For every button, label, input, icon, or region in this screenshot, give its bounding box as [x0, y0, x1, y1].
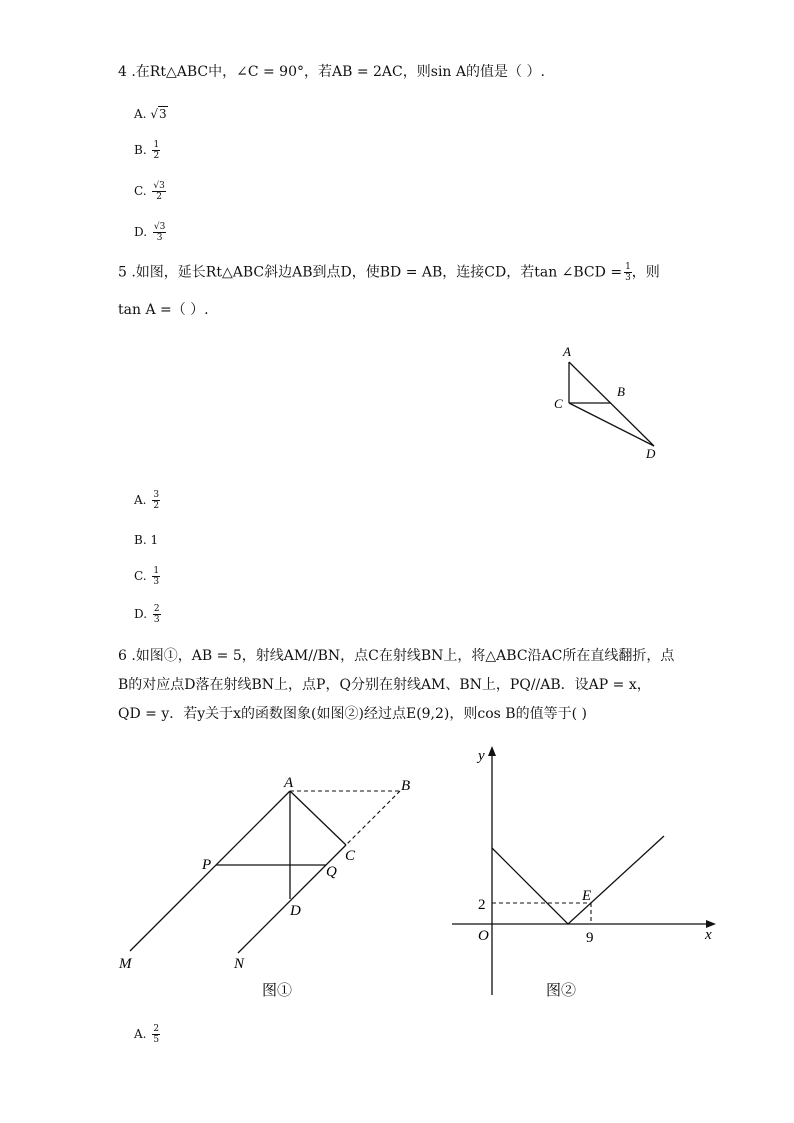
- q6-figure-2: [440, 740, 730, 1005]
- fraction: $\frac{√3}{2}$: [153, 181, 165, 202]
- sqrt-expression: √3: [150, 107, 167, 121]
- y-axis-arrow: [488, 746, 496, 756]
- fraction: $\frac{2}{5}$: [153, 1024, 160, 1045]
- segment-cd: [569, 403, 654, 446]
- label-e: E: [582, 888, 592, 904]
- option-letter: C.: [134, 184, 147, 198]
- option-letter: D.: [134, 225, 148, 239]
- label-a: A: [563, 344, 571, 359]
- q6-figure-1: [110, 765, 430, 1005]
- question-6-line2: B的对应点D落在射线BN上，点P，Q分别在射线AM、BN上，PQ//AB．设AP = x，: [118, 677, 651, 693]
- label-n: N: [234, 956, 245, 972]
- label-c: C: [345, 848, 356, 864]
- q5-triangle-figure: [540, 340, 670, 465]
- fraction: $\frac{1}{3}$: [153, 566, 160, 587]
- question-5-text: [118, 262, 660, 283]
- option-letter: A.: [134, 1027, 147, 1041]
- label-x: x: [705, 927, 712, 943]
- question-6-line1: 6 .如图①，AB = 5，射线AM//BN，点C在射线BN上，将△ABC沿AC所在直线翻折，点: [118, 648, 675, 664]
- label-d: D: [646, 446, 656, 461]
- q5-option-c[interactable]: [134, 566, 160, 587]
- label-y: y: [478, 748, 485, 764]
- option-letter: C.: [134, 569, 147, 583]
- fraction: $\frac{1}{3}$: [625, 262, 631, 283]
- fraction: $\frac{2}{3}$: [153, 604, 160, 625]
- function-graph: [492, 836, 664, 924]
- label-d: D: [290, 903, 301, 919]
- label-nine: 9: [586, 930, 594, 946]
- segment-bc-dashed: [346, 791, 400, 845]
- q5-line1-text: 5 .如图，延长Rt△ABC斜边AB到点D，使BD = AB，连接CD，若: [118, 264, 535, 281]
- label-p: P: [202, 857, 212, 873]
- label-origin: O: [478, 928, 489, 944]
- option-letter: B.: [134, 143, 147, 157]
- label-c: C: [554, 396, 563, 411]
- q4-option-d[interactable]: [134, 222, 166, 243]
- label-b: B: [401, 778, 411, 794]
- option-letter: A.: [134, 107, 147, 121]
- segment-ad: [569, 362, 654, 446]
- label-m: M: [119, 956, 132, 972]
- fraction: $\frac{3}{2}$: [153, 490, 160, 511]
- option-value: 1: [150, 533, 159, 547]
- option-letter: D.: [134, 607, 148, 621]
- question-5-line2: tan A =（ ）.: [118, 302, 209, 318]
- label-b: B: [617, 384, 625, 399]
- fraction: $\frac{√3}{3}$: [153, 222, 166, 243]
- q5-option-a[interactable]: [134, 490, 160, 511]
- label-q: Q: [326, 864, 337, 880]
- label-a: A: [284, 775, 294, 791]
- segment-ac: [290, 791, 346, 845]
- option-letter: A.: [134, 493, 147, 507]
- q4-option-a[interactable]: [134, 106, 168, 122]
- fraction: $\frac{1}{2}$: [153, 140, 160, 161]
- figure-1-caption: 图①: [262, 983, 293, 999]
- q4-option-c[interactable]: [134, 181, 166, 202]
- question-6-line3: QD = y．若y关于x的函数图象(如图②)经过点E(9,2)，则cos B的值等于( ): [118, 706, 587, 722]
- option-letter: B.: [134, 533, 147, 547]
- q5-line1-end: ，则: [631, 264, 660, 281]
- q4-option-b[interactable]: [134, 140, 160, 161]
- q5-option-d[interactable]: [134, 604, 161, 625]
- label-two: 2: [478, 897, 486, 913]
- q6-option-a[interactable]: [134, 1024, 160, 1045]
- question-4-text: 4 .在Rt△ABC中，∠C = 90°，若AB = 2AC，则sin A的值是（ ）.: [118, 64, 545, 80]
- q5-option-b[interactable]: [134, 532, 158, 548]
- q5-tan-expression: tan ∠BCD =: [534, 264, 623, 281]
- figure-2-caption: 图②: [546, 983, 577, 999]
- ray-bn: [238, 845, 346, 953]
